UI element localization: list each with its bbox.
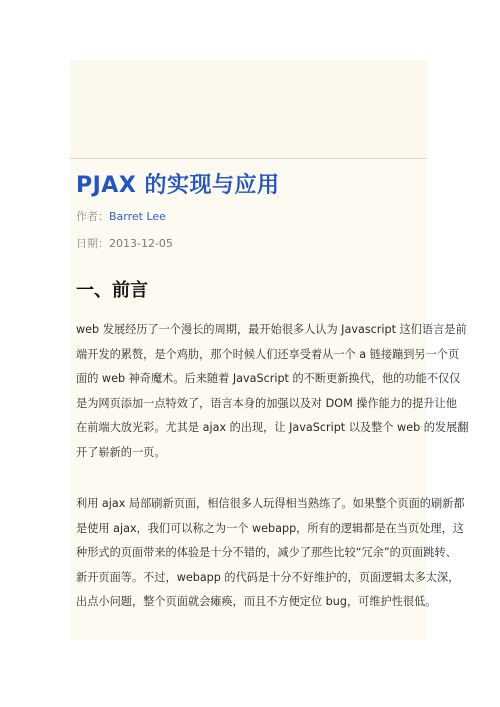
page-header-area — [70, 60, 427, 158]
paragraph-line: 端开发的累赘，是个鸡肋，那个时候人们还享受着从一个 a 链接蹦到另一个页 — [76, 347, 460, 361]
author-label: 作者： — [76, 210, 109, 223]
paragraph-line: 种形式的页面带来的体验是十分不错的，减少了那些比较“冗余”的页面跳转、 — [76, 546, 457, 559]
date-label: 日期： — [76, 237, 109, 250]
paragraph-line: 开了崭新的一页。 — [76, 445, 166, 459]
paragraph-line: 是使用 ajax，我们可以称之为一个 webapp，所有的逻辑都是在当页处理，这 — [76, 521, 464, 535]
publish-date: 2013-12-05 — [109, 237, 173, 250]
paragraph-intro — [76, 318, 469, 465]
author-line — [76, 208, 166, 224]
paragraph-line: 新开页面等。不过，webapp 的代码是十分不好维护的，页面逻辑太多太深， — [76, 570, 460, 584]
author-name: Barret Lee — [109, 210, 166, 223]
paragraph-line: web 发展经历了一个漫长的周期，最开始很多人认为 Javascript 这们语言是前 — [76, 323, 467, 336]
article-title: PJAX 的实现与应用 — [76, 173, 280, 198]
paragraph-line: 利用 ajax 局部刷新页面，相信很多人玩得相当熟练了。如果整个页面的刷新都 — [76, 497, 465, 510]
paragraph-line: 在前端大放光彩。尤其是 ajax 的出现，让 JavaScript 以及整个 web 的发展翻 — [76, 421, 469, 434]
date-line — [76, 235, 173, 251]
header-divider — [70, 158, 427, 159]
paragraph-line: 是为网页添加一点特效了，语言本身的加强以及对 DOM 操作能力的提升让他 — [76, 396, 457, 410]
paragraph-line: 出点小问题，整个页面就会瘫痪，而且不方便定位 bug，可维护性很低。 — [76, 595, 437, 608]
section-heading: 一、前言 — [76, 280, 148, 301]
paragraph-line: 面的 web 神奇魔术。后来随着 JavaScript 的不断更新换代，他的功能不仅仅 — [76, 372, 461, 385]
paragraph-ajax — [76, 492, 465, 615]
